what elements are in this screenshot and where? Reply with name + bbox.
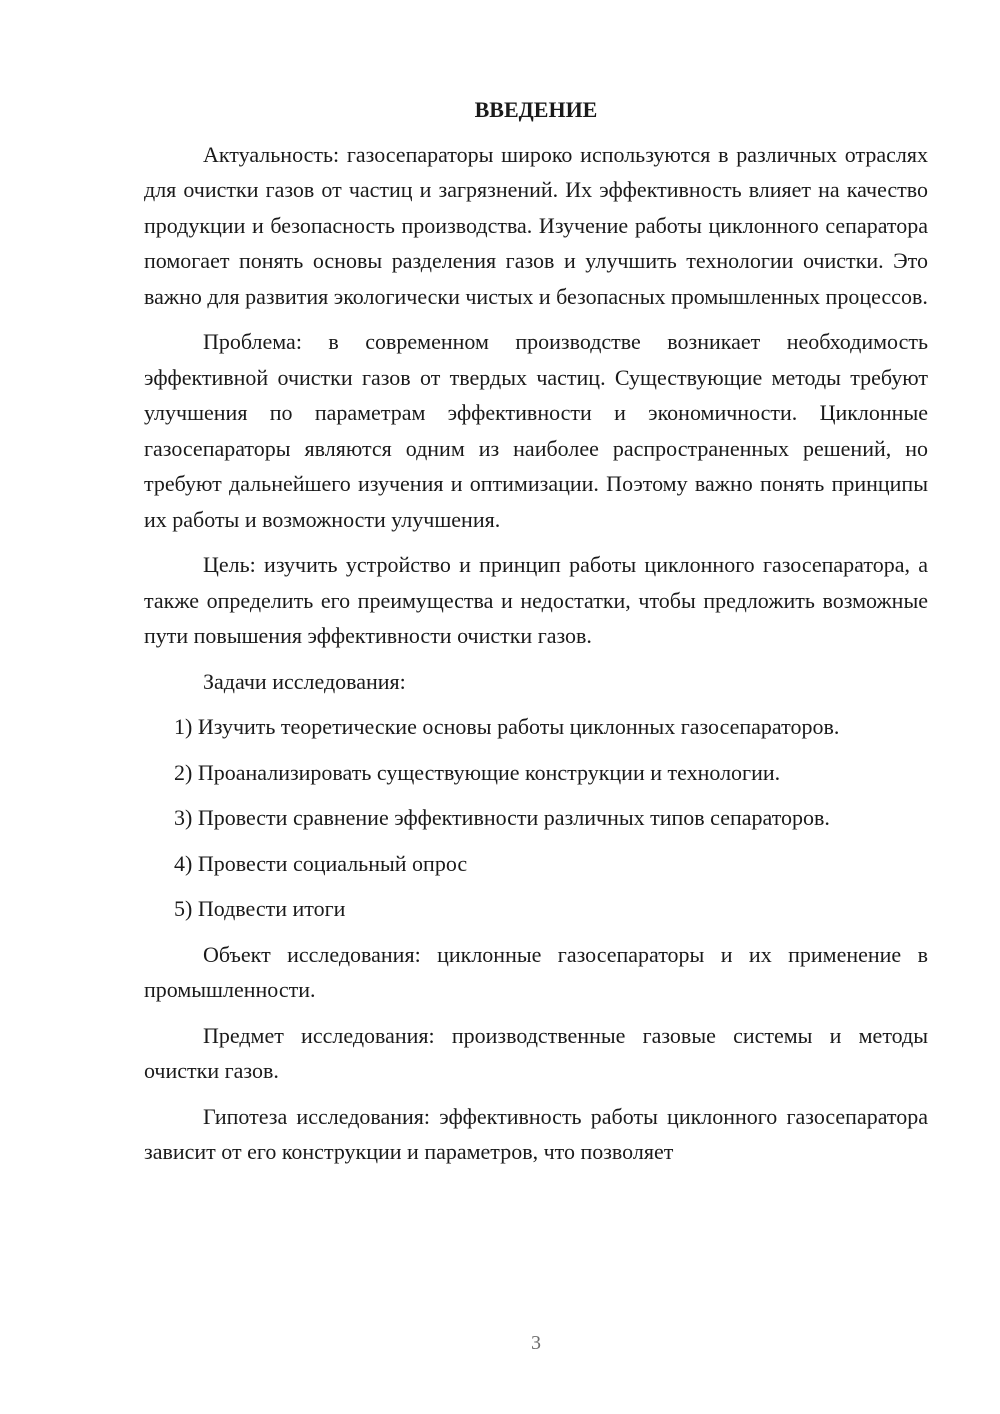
paragraph-object: Объект исследования: циклонные газосепараторы и их применение в промышленности. [144, 941, 928, 1002]
paragraph-problem: Проблема: в современном производстве возникает необходимость эффективной очистки газов от твердых частиц. Существующие методы требуют улучшения по параметрам эффективности и экономичности. Циклонные газосепараторы являются одним из наиболее распространенных решений, но требуют дальнейшего изучения и оптимизации. Поэтому важно понять принципы их работы и возможности улучшения. [144, 329, 928, 532]
paragraph-subject: Предмет исследования: производственные газовые системы и методы очистки газов. [144, 1022, 928, 1083]
page-number: 3 [531, 1332, 541, 1354]
tasks-heading: Задачи исследования: [203, 668, 406, 694]
task-item-3: 3) Провести сравнение эффективности различных типов сепараторов. [174, 805, 830, 830]
paragraph-hypothesis: Гипотеза исследования: эффективность работы циклонного газосепаратора зависит от его конструкции и параметров, что позволяет [144, 1103, 928, 1164]
task-item-2: 2) Проанализировать существующие конструкции и технологии. [174, 759, 781, 785]
task-item-1: 1) Изучить теоретические основы работы циклонных газосепараторов. [174, 714, 840, 739]
task-item-5: 5) Подвести итоги [174, 896, 346, 921]
section-title: ВВЕДЕНИЕ [474, 97, 598, 122]
paragraph-goal: Цель: изучить устройство и принцип работы циклонного газосепаратора, а также определить его преимущества и недостатки, чтобы предложить возможные пути повышения эффективности очистки газов. [144, 552, 928, 648]
paragraph-relevance: Актуальность: газосепараторы широко используются в различных отраслях для очистки газов от частиц и загрязнений. Их эффективность влияет на качество продукции и безопасность производства. Изучение работы циклонного сепаратора помогает понять основы разделения газов и улучшить технологии очистки. Это важно для развития экологически чистых и безопасных промышленных процессов. [144, 141, 928, 309]
page-content [144, 92, 928, 1180]
task-item-4: 4) Провести социальный опрос [174, 850, 468, 876]
